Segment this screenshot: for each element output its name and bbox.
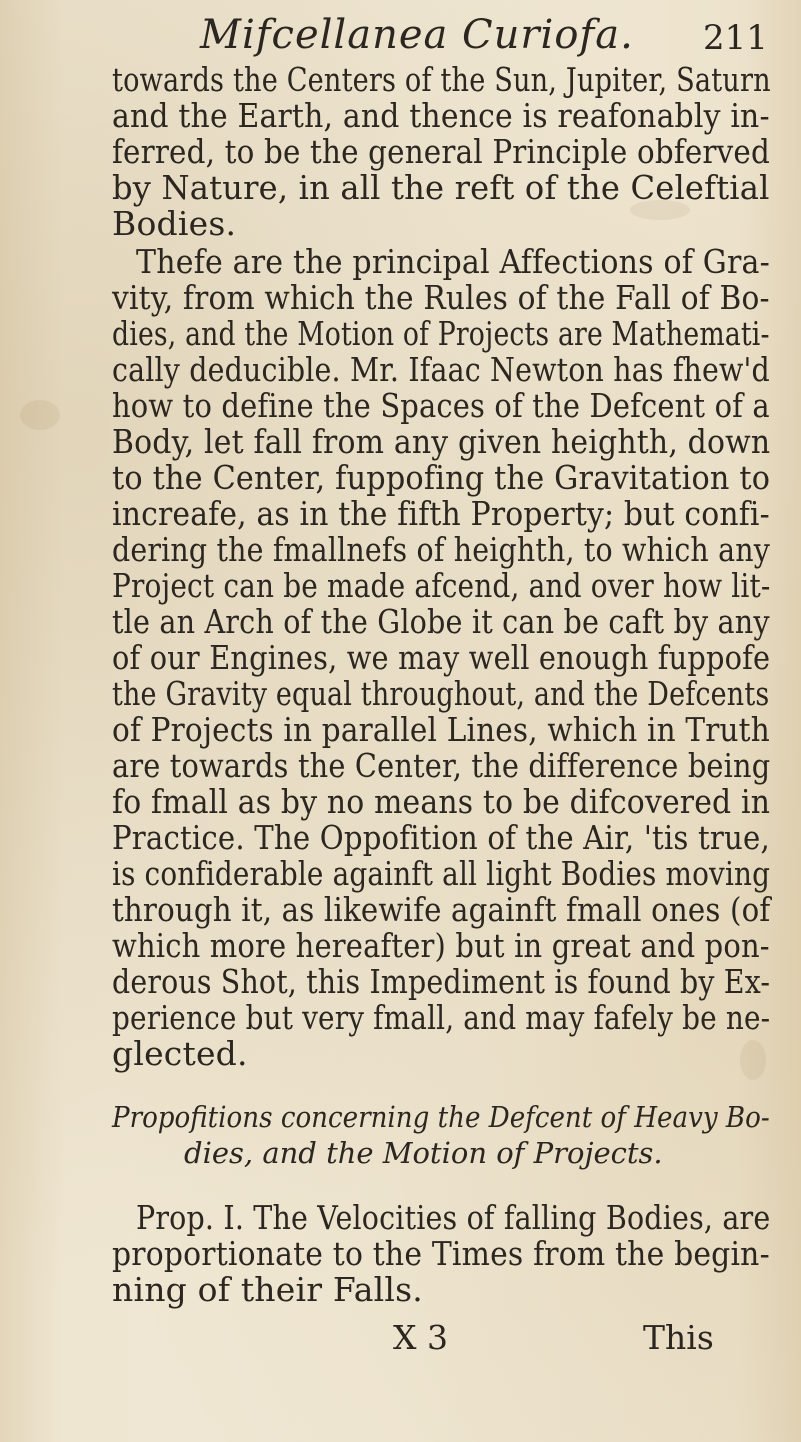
text-line: ferred, to be the general Principle obferved <box>112 132 770 171</box>
text-line: Practice. The Oppofition of the Air, 'tis true, <box>112 818 770 857</box>
text-line: increafe, as in the fifth Property; but confi- <box>112 494 770 533</box>
paper-stain <box>740 1040 766 1080</box>
text-line: of our Engines, we may well enough fuppofe <box>112 638 771 677</box>
text-line: to the Center, fuppofing the Gravitation to <box>112 458 771 497</box>
running-head: Mifcellanea Curiofa. <box>200 12 634 58</box>
page-number: 211 <box>703 18 768 58</box>
paper-stain <box>20 400 60 430</box>
text-line: the Gravity equal throughout, and the Defcents <box>112 674 770 713</box>
text-line: Project can be made afcend, and over how lit- <box>112 566 771 605</box>
text-line: which more hereafter) but in great and pon- <box>112 926 770 965</box>
proposition-line: proportionate to the Times from the begin- <box>112 1234 770 1273</box>
text-line: by Nature, in all the reft of the Celeftial <box>112 168 770 207</box>
signature-mark: X 3 <box>393 1318 448 1357</box>
text-line: through it, as likewife againft fmall ones (of <box>112 890 771 929</box>
text-line: of Projects in parallel Lines, which in Truth <box>112 710 770 749</box>
proposition-line: Prop. I. The Velocities of falling Bodies, are <box>136 1198 771 1237</box>
text-line: dies, and the Motion of Projects are Mathemati- <box>112 314 770 353</box>
text-line: glected. <box>112 1034 248 1073</box>
section-heading: dies, and the Motion of Projects. <box>184 1136 663 1170</box>
text-line: fo fmall as by no means to be difcovered in <box>112 782 771 821</box>
section-heading: Propofitions concerning the Defcent of Heavy Bo- <box>112 1100 770 1134</box>
text-line: towards the Centers of the Sun, Jupiter, Saturn <box>112 60 771 99</box>
text-line: how to define the Spaces of the Defcent of a <box>112 386 770 425</box>
text-line: dering the fmallnefs of heighth, to which any <box>112 530 771 569</box>
text-line: perience but very fmall, and may fafely be ne- <box>112 998 771 1037</box>
text-line: cally deducible. Mr. Ifaac Newton has fhew'd <box>112 350 770 389</box>
text-line: Bodies. <box>112 204 237 243</box>
text-line: are towards the Center, the difference being <box>112 746 771 785</box>
text-line: and the Earth, and thence is reafonably in- <box>112 96 770 135</box>
text-line: vity, from which the Rules of the Fall of Bo- <box>112 278 770 317</box>
catchword: This <box>643 1318 714 1357</box>
text-line: tle an Arch of the Globe it can be caft by any <box>112 602 770 641</box>
text-line: derous Shot, this Impediment is found by Ex- <box>112 962 771 1001</box>
text-line: Thefe are the principal Affections of Gra- <box>136 242 770 281</box>
text-line: is confiderable againft all light Bodies moving <box>112 854 771 893</box>
proposition-line: ning of their Falls. <box>112 1270 423 1309</box>
text-line: Body, let fall from any given heighth, down <box>112 422 771 461</box>
